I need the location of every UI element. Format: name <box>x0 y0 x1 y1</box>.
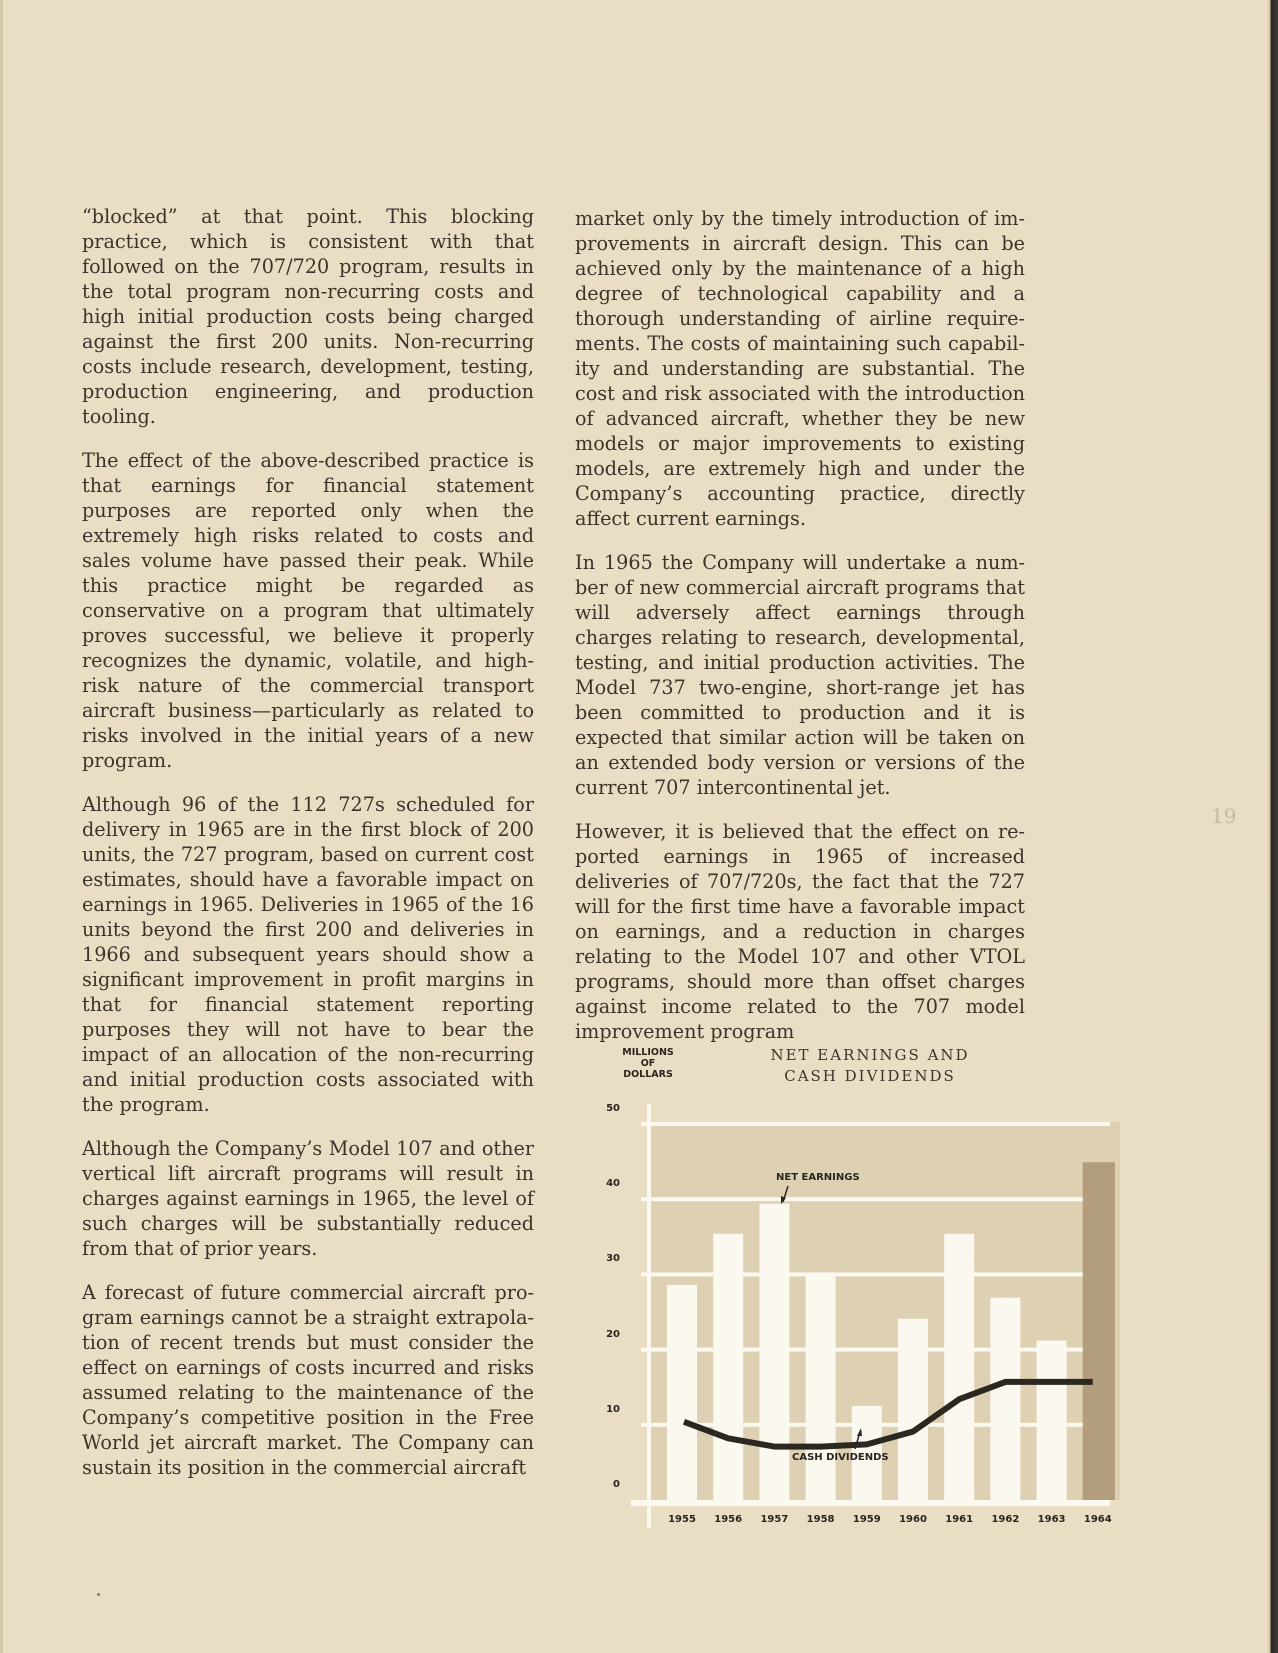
gridline <box>641 1122 1110 1126</box>
x-tick-label: 1959 <box>852 1514 881 1525</box>
y-tick-label: 40 <box>606 1178 620 1190</box>
y-tick-label: 0 <box>613 1479 620 1490</box>
paragraph: A forecast of future commercial aircraft program earnings cannot be a straight extrapolation of recent trends but must consider the effect on earnings of costs incurred and risks assumed relating to the maintenance of the Company’s competitive position in the Free World jet aircraft market. The Company can sustain its position in the commercial aircraft <box>82 1281 534 1479</box>
net-earnings-bar-highlight <box>1083 1162 1115 1500</box>
chart-title-line: NET EARNINGS AND <box>770 1046 970 1064</box>
plot-svg <box>600 1040 1120 1540</box>
x-tick-label: 1958 <box>806 1514 835 1525</box>
y-unit-line: MILLIONS <box>622 1047 674 1058</box>
x-tick-label: 1961 <box>945 1514 974 1525</box>
net-earnings-bar <box>667 1285 697 1500</box>
paragraph: The effect of the above-described practice is that earnings for financial statement purposes are reported only when the extremely high risks related to costs and sales volume have passed their peak. While this practice might be regarded as conservative on a program that ultimately proves successful, we believe it properly recognizes the dynamic, volatile, and high-risk nature of the commercial transport aircraft business—particularly as related to risks involved in the initial years of a new program. <box>82 449 534 772</box>
y-unit-line: OF <box>640 1058 656 1069</box>
net-earnings-bar <box>1037 1341 1067 1500</box>
net-earnings-bar <box>898 1319 928 1500</box>
page-number: 19 <box>1211 804 1237 828</box>
gridline <box>641 1348 1110 1352</box>
paragraph: “blocked” at that point. This blocking practice, which is consistent with that followed on the 707/720 program, results in the total program non-recurring costs and high initial production costs being charged against the first 200 units. Non-recurring costs include research, development, testing, production engineering, and production tooling. <box>82 205 534 428</box>
net-earnings-dividends-chart <box>600 1040 1120 1540</box>
gridline <box>641 1272 1110 1276</box>
chart-title-line: CASH DIVIDENDS <box>784 1067 956 1085</box>
net-earnings-annotation: NET EARNINGS <box>776 1172 860 1183</box>
page-edge-right <box>1268 0 1278 1653</box>
paragraph: Although the Company’s Model 107 and other vertical lift aircraft programs will result in charges against earnings in 1965, the level of such charges will be substantially reduced from that of prior years. <box>82 1137 534 1260</box>
x-tick-label: 1955 <box>668 1514 696 1525</box>
x-tick-label: 1964 <box>1083 1514 1112 1525</box>
x-tick-label: 1962 <box>991 1514 1020 1525</box>
y-tick-label: 50 <box>606 1103 620 1114</box>
gridline <box>641 1197 1110 1201</box>
cash-dividends-annotation: CASH DIVIDENDS <box>792 1452 889 1463</box>
page-edge-left <box>0 0 3 1653</box>
right-text-column <box>575 206 1025 1063</box>
paper-speck <box>97 1593 100 1596</box>
paragraph: market only by the timely introduction of improvements in aircraft design. This can be achieved only by the maintenance of a high degree of technological capability and a thorough understanding of airline requirements. The costs of maintaining such capability and understanding are substantial. The cost and risk associated with the introduction of advanced aircraft, whether they be new models or major improvements to existing models, are extremely high and under the Company’s accounting practice, directly affect current earnings. <box>575 207 1025 530</box>
y-axis-line <box>647 1104 651 1528</box>
net-earnings-bar <box>990 1298 1020 1500</box>
y-tick-label: 10 <box>606 1403 620 1415</box>
y-tick-label: 20 <box>606 1328 620 1340</box>
x-axis-baseline <box>631 1500 1110 1506</box>
paragraph: Although 96 of the 112 727s scheduled for delivery in 1965 are in the first block of 200 units, the 727 program, based on current cost estimates, should have a favorable impact on earnings in 1965. Deliveries in 1965 of the 16 units beyond the first 200 and deliveries in 1966 and subsequent years should show a significant improvement in profit margins in that for financial statement reporting purposes they will not have to bear the impact of an allocation of the non-recurring and initial production costs associated with the program. <box>82 793 534 1116</box>
x-tick-label: 1963 <box>1037 1514 1066 1525</box>
x-tick-label: 1956 <box>714 1514 743 1525</box>
paragraph: However, it is believed that the effect on reported earnings in 1965 of increased deliveries of 707/720s, the fact that the 727 will for the first time have a favorable impact on earnings, and a reduction in charges relating to the Model 107 and other VTOL programs, should more than offset charges against income related to the 707 model improvement program <box>575 820 1025 1043</box>
net-earnings-bar <box>806 1273 836 1500</box>
paragraph: In 1965 the Company will undertake a number of new commercial aircraft programs that will adversely affect earnings through charges relating to research, developmental, testing, and initial production activities. The Model 737 two-engine, short-range jet has been committed to production and it is expected that similar action will be taken on an extended body version or versions of the current 707 intercontinental jet. <box>575 551 1025 799</box>
net-earnings-bar <box>759 1204 789 1500</box>
plot-area <box>600 1040 1120 1540</box>
gridline <box>641 1423 1110 1427</box>
left-text-column <box>82 204 534 1499</box>
y-unit-line: DOLLARS <box>623 1069 673 1080</box>
y-tick-label: 30 <box>606 1253 620 1265</box>
x-tick-label: 1957 <box>760 1514 789 1525</box>
x-tick-label: 1960 <box>899 1514 927 1525</box>
